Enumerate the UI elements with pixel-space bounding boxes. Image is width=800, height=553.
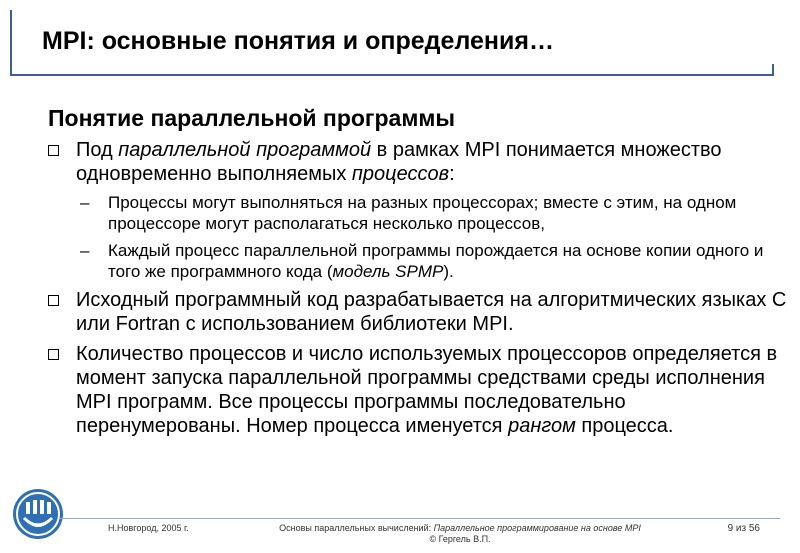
footer-course-name: Основы параллельных вычислений: <box>279 523 434 533</box>
dash-bullet-icon: – <box>80 193 90 212</box>
bullet-3-text-a: Количество процессов и число используемых процессоров определяется в момент запуска параллельной программы средствами среды исполнения MPI программ. Все процессы программы последовательно перенумерованы. Номер процесса именуется <box>76 343 778 437</box>
bullet-item-2 <box>48 288 788 336</box>
bullet-1-term-processes: процессов <box>351 163 450 185</box>
square-bullet-icon <box>48 295 59 306</box>
bullet-item-3 <box>48 342 788 438</box>
footer-course-title <box>250 523 670 545</box>
bullet-1-text-a: Под <box>76 139 119 161</box>
bullet-3-text-c: процесса. <box>575 415 674 437</box>
sub-item-2-text-a: Каждый процесс параллельной программы порождается на основе копии одного и того же программного кода ( <box>108 241 764 281</box>
title-frame-tick <box>772 64 774 74</box>
bullet-1-term: параллельной программой <box>118 139 372 161</box>
footer-course-subtitle: Параллельное программирование на основе MPI <box>433 523 641 533</box>
sub-item-1-text: Процессы могут выполняться на разных процессорах; вместе с этим, на одном процессоре могут располагаться несколько процессов, <box>108 193 737 233</box>
slide-title: MPI: основные понятия и определения… <box>42 27 554 55</box>
bullet-1-text-c: в рамках MPI понимается множество одновременно выполняемых <box>76 139 722 185</box>
sub-item-1 <box>48 192 788 234</box>
footer-divider <box>60 518 780 519</box>
square-bullet-icon <box>48 349 59 360</box>
square-bullet-icon <box>48 145 59 156</box>
bullet-1-text-e: : <box>449 163 455 185</box>
footer-location-date: Н.Новгород, 2005 г. <box>108 523 189 533</box>
dash-bullet-icon: – <box>80 241 90 260</box>
slide-content <box>48 105 788 444</box>
sub-item-2-model: модель SPMP <box>332 262 444 281</box>
bullet-item-1 <box>48 138 788 186</box>
bullet-2-text: Исходный программный код разрабатывается на алгоритмических языках C или Fortran с использованием библиотеки MPI. <box>76 289 787 335</box>
section-heading: Понятие параллельной программы <box>48 105 456 131</box>
sub-item-2 <box>48 240 788 282</box>
footer-copyright: © Гергель В.П. <box>429 534 491 544</box>
page-number: 9 из 56 <box>727 523 760 534</box>
sub-item-2-text-c: ). <box>443 262 454 281</box>
bullet-3-term-rank: рангом <box>508 415 576 437</box>
university-logo <box>12 488 64 540</box>
